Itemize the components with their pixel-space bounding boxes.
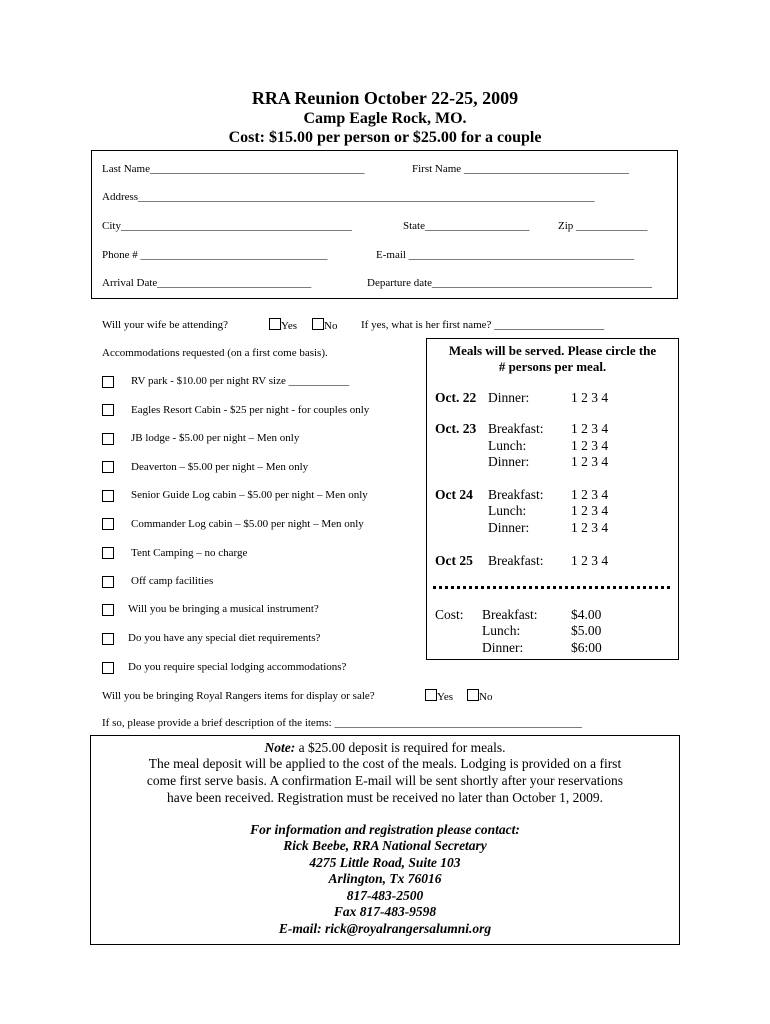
meal-label: Lunch:	[488, 503, 527, 518]
accommodations-heading: Accommodations requested (on a first come basis).	[102, 347, 328, 359]
royal-rangers-question: Will you be bringing Royal Rangers items for display or sale?	[102, 690, 375, 702]
label-special-lodging: Do you require special lodging accommodations?	[128, 661, 347, 673]
wife-yes-checkbox[interactable]	[269, 318, 281, 330]
rr-no-option[interactable]: No	[467, 689, 492, 703]
checkbox[interactable]	[102, 518, 114, 530]
checkbox[interactable]	[102, 376, 114, 388]
wife-question: Will your wife be attending?	[102, 319, 229, 331]
checkbox[interactable]	[102, 604, 114, 616]
price-value: $5.00	[571, 623, 602, 638]
rr-yes-option[interactable]: Yes	[425, 689, 453, 703]
acc-option-commander[interactable]	[102, 516, 114, 534]
meal-count-options[interactable]: 1 2 3 4	[571, 390, 609, 405]
note-label: Note:	[264, 740, 296, 755]
note-box	[90, 735, 680, 945]
acc-label-senior-guide: Senior Guide Log cabin – $5.00 per night – Men only	[131, 489, 368, 501]
contact-heading: For information and registration please contact:	[250, 822, 520, 837]
checkbox[interactable]	[102, 662, 114, 674]
acc-label-commander: Commander Log cabin – $5.00 per night – Men only	[131, 518, 364, 530]
checkbox[interactable]	[102, 633, 114, 645]
note-line-2: The meal deposit will be applied to the cost of the meals. Lodging is provided on a first	[148, 756, 622, 771]
day-label: Oct. 22	[435, 390, 477, 405]
checkbox[interactable]	[102, 433, 114, 445]
acc-label-jb-lodge: JB lodge - $5.00 per night – Men only	[131, 432, 300, 444]
acc-option-off-camp[interactable]	[102, 574, 114, 592]
label-musical-instrument: Will you be bringing a musical instrument?	[128, 603, 319, 615]
acc-option-jb-lodge[interactable]	[102, 431, 114, 449]
price-value: $6:00	[571, 640, 602, 655]
wife-no-option[interactable]: No	[312, 318, 337, 332]
meals-box	[426, 338, 679, 660]
wife-no-checkbox[interactable]	[312, 318, 324, 330]
meal-count-options[interactable]: 1 2 3 4	[571, 454, 609, 469]
meal-label: Breakfast:	[488, 487, 544, 502]
checkbox[interactable]	[102, 461, 114, 473]
checkbox[interactable]	[102, 547, 114, 559]
meal-label: Dinner:	[488, 454, 530, 469]
acc-option-deaverton[interactable]	[102, 459, 114, 477]
question-musical-instrument[interactable]	[102, 602, 114, 620]
meal-count-options[interactable]: 1 2 3 4	[571, 520, 609, 535]
meals-heading-1: Meals will be served. Please circle the	[448, 343, 657, 358]
meal-count-options[interactable]: 1 2 3 4	[571, 487, 609, 502]
last-name-field[interactable]: Last Name_______________________________________	[102, 163, 365, 175]
contact-phone: 817-483-2500	[346, 888, 424, 903]
cost-label: Cost:	[435, 607, 464, 622]
note-line-3: come first serve basis. A confirmation E-mail will be sent shortly after your reservations	[146, 773, 624, 788]
acc-label-rv-park: RV park - $10.00 per night RV size ___________	[131, 375, 350, 387]
meal-count-options[interactable]: 1 2 3 4	[571, 438, 609, 453]
note-line-1: Note: a $25.00 deposit is required for meals.	[264, 740, 506, 755]
price-meal-label: Lunch:	[482, 623, 521, 638]
zip-field[interactable]: Zip _____________	[558, 220, 648, 232]
items-description-field[interactable]: If so, please provide a brief description of the items: _____________________________________________	[102, 717, 582, 729]
contact-street: 4275 Little Road, Suite 103	[309, 855, 461, 870]
checkbox[interactable]	[102, 404, 114, 416]
contact-city: Arlington, Tx 76016	[328, 871, 442, 886]
question-special-lodging[interactable]	[102, 660, 114, 678]
meals-heading-2: # persons per meal.	[498, 359, 607, 374]
acc-label-tent-camping: Tent Camping – no charge	[131, 547, 248, 559]
acc-label-eagles-resort: Eagles Resort Cabin - $25 per night - for couples only	[131, 404, 370, 416]
meal-label: Breakfast:	[488, 421, 544, 436]
question-special-diet[interactable]	[102, 631, 114, 649]
acc-option-tent-camping[interactable]	[102, 545, 114, 563]
state-field[interactable]: State___________________	[403, 220, 530, 232]
meal-label: Breakfast:	[488, 553, 544, 568]
location-title: Camp Eagle Rock, MO.	[303, 110, 467, 127]
checkbox[interactable]	[102, 490, 114, 502]
rr-no-checkbox[interactable]	[467, 689, 479, 701]
acc-label-deaverton: Deaverton – $5.00 per night – Men only	[131, 461, 309, 473]
acc-option-eagles-resort[interactable]	[102, 402, 114, 420]
meal-count-options[interactable]: 1 2 3 4	[571, 503, 609, 518]
acc-option-senior-guide[interactable]	[102, 488, 114, 506]
day-label: Oct. 23	[435, 421, 477, 436]
contact-name: Rick Beebe, RRA National Secretary	[283, 838, 487, 853]
meal-label: Dinner:	[488, 520, 530, 535]
departure-date-field[interactable]: Departure date________________________________________	[367, 277, 653, 289]
email-field[interactable]: E-mail _________________________________________	[376, 249, 635, 261]
city-field[interactable]: City__________________________________________	[102, 220, 352, 232]
meal-count-options[interactable]: 1 2 3 4	[571, 421, 609, 436]
contact-email[interactable]: E-mail: rick@royalrangersalumni.org	[278, 921, 492, 936]
price-meal-label: Dinner:	[482, 640, 524, 655]
label-special-diet: Do you have any special diet requirements?	[128, 632, 321, 644]
contact-fax: Fax 817-483-9598	[333, 904, 437, 919]
wife-name-field[interactable]: If yes, what is her first name? ____________________	[361, 319, 605, 331]
checkbox[interactable]	[102, 576, 114, 588]
price-meal-label: Breakfast:	[482, 607, 538, 622]
acc-label-off-camp: Off camp facilities	[131, 575, 214, 587]
meal-label: Dinner:	[488, 390, 530, 405]
dotted-divider	[433, 586, 670, 589]
rr-yes-checkbox[interactable]	[425, 689, 437, 701]
day-label: Oct 25	[435, 553, 473, 568]
phone-field[interactable]: Phone # __________________________________	[102, 249, 328, 261]
note-line-4: have been received. Registration must be received no later than October 1, 2009.	[167, 790, 603, 805]
price-value: $4.00	[571, 607, 602, 622]
page-title: RRA Reunion October 22-25, 2009	[251, 88, 519, 108]
cost-title: Cost: $15.00 per person or $25.00 for a couple	[228, 129, 542, 146]
wife-yes-option[interactable]: Yes	[269, 318, 297, 332]
acc-option-rv-park[interactable]	[102, 374, 114, 392]
meal-count-options[interactable]: 1 2 3 4	[571, 553, 609, 568]
address-field[interactable]: Address___________________________________________________________________________________	[102, 191, 595, 203]
contact-info-box	[91, 150, 678, 299]
day-label: Oct 24	[435, 487, 473, 502]
meal-label: Lunch:	[488, 438, 527, 453]
first-name-field[interactable]: First Name ______________________________	[412, 163, 629, 175]
arrival-date-field[interactable]: Arrival Date____________________________	[102, 277, 312, 289]
